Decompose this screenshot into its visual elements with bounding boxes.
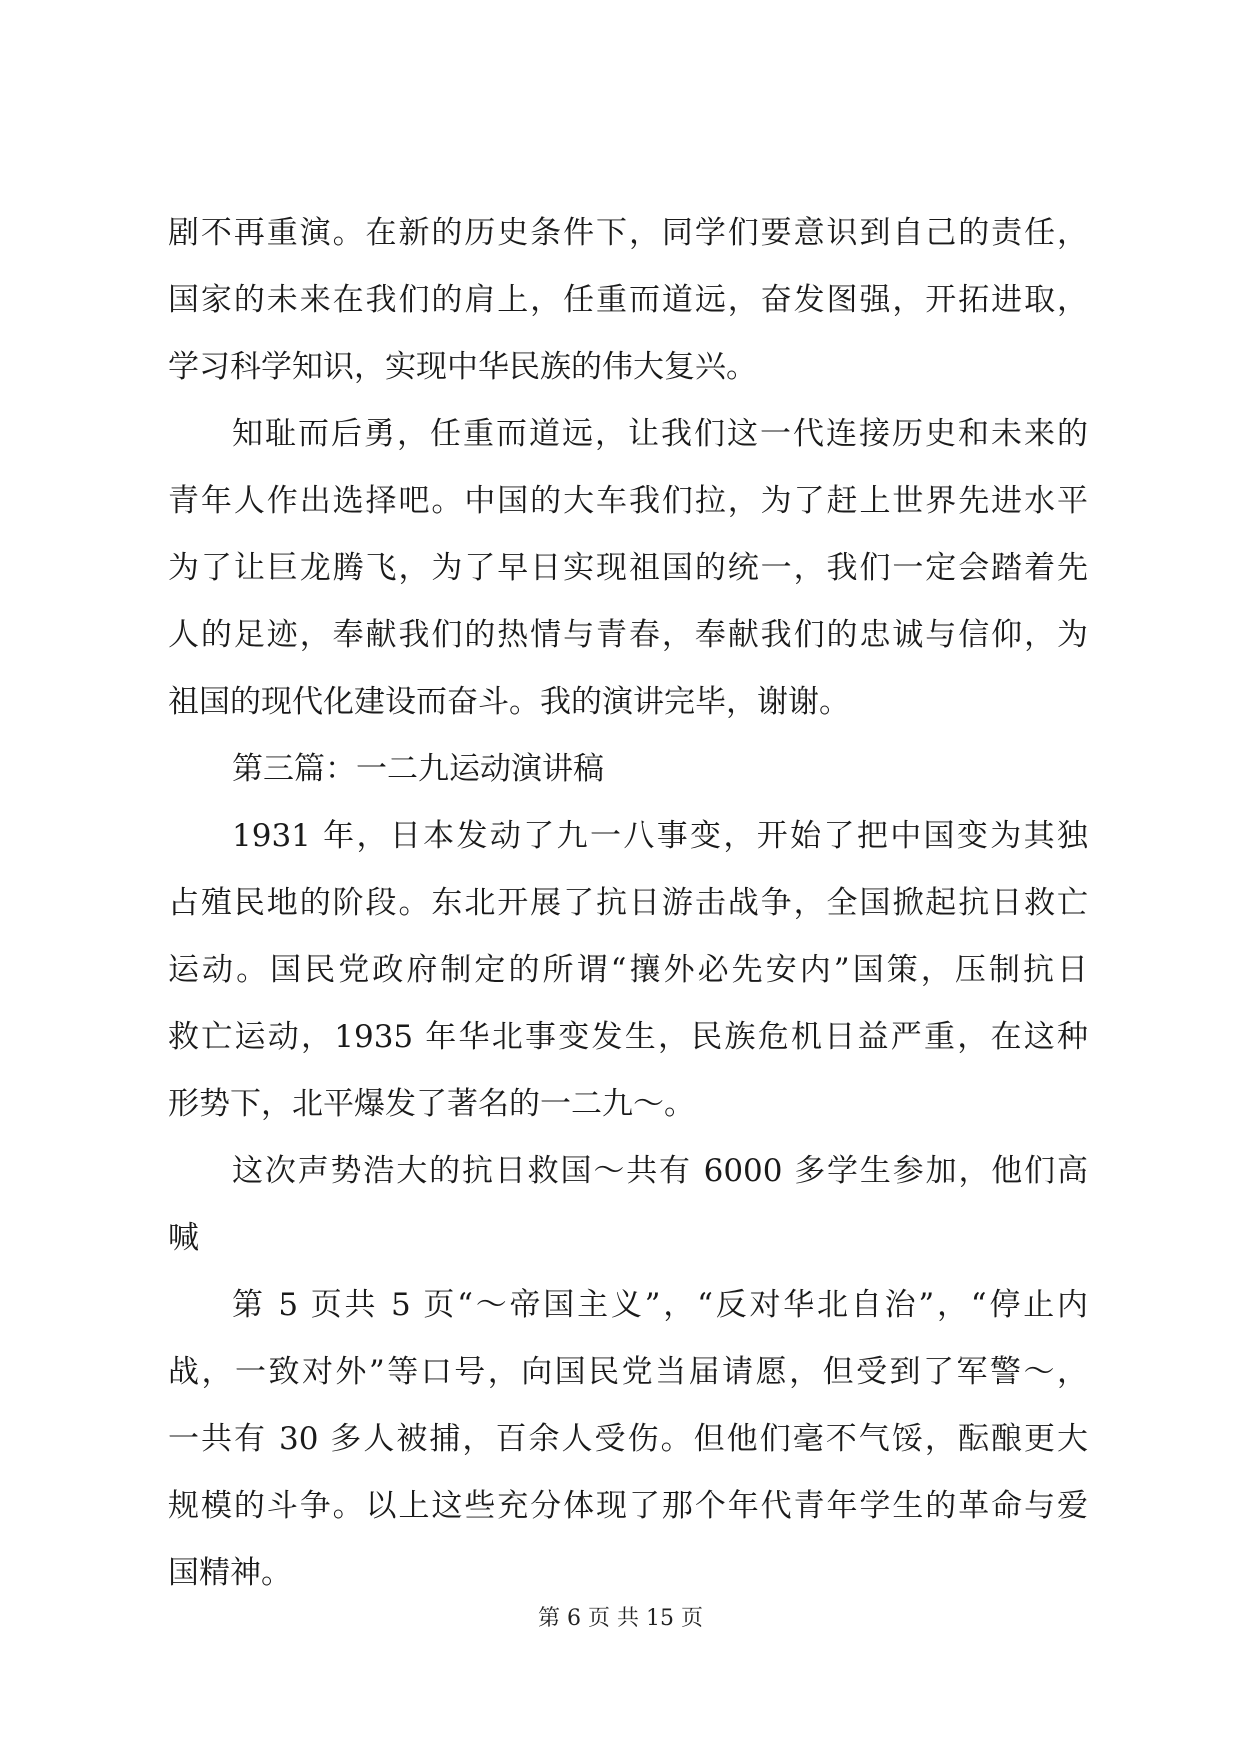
text-line: 国家的未来在我们的肩上，任重而道远，奋发图强，开拓进取， [168,282,1088,318]
text-line: 国精神。 [168,1555,292,1591]
text-line: 喊 [168,1220,199,1256]
text-line: 占殖民地的阶段。东北开展了抗日游击战争，全国掀起抗日救亡 [168,885,1088,921]
page-number-footer: 第 6 页 共 15 页 [538,1606,703,1631]
text-line: 1931 年，日本发动了九一八事变，开始了把中国变为其独 [232,818,1088,854]
text-line: 剧不再重演。在新的历史条件下，同学们要意识到自己的责任， [168,215,1088,251]
text-line: 知耻而后勇，任重而道远，让我们这一代连接历史和未来的 [232,416,1088,452]
text-line: 人的足迹，奉献我们的热情与青春，奉献我们的忠诚与信仰，为 [168,617,1088,653]
text-line: 青年人作出选择吧。中国的大车我们拉，为了赶上世界先进水平 [168,483,1088,519]
body-text [168,200,1088,1607]
section-heading: 第三篇：一二九运动演讲稿 [232,751,604,787]
text-line: 救亡运动，1935 年华北事变发生，民族危机日益严重，在这种 [168,1019,1088,1055]
text-line: 一共有 30 多人被捕，百余人受伤。但他们毫不气馁，酝酿更大 [168,1421,1088,1457]
text-line: 规模的斗争。以上这些充分体现了那个年代青年学生的革命与爱 [168,1488,1088,1524]
text-line: 祖国的现代化建设而奋斗。我的演讲完毕，谢谢。 [168,684,850,720]
text-line: 这次声势浩大的抗日救国～共有 6000 多学生参加，他们高 [232,1153,1088,1189]
text-line: 形势下，北平爆发了著名的一二九～。 [168,1086,695,1122]
text-line: 运动。国民党政府制定的所谓“攘外必先安内”国策，压制抗日 [168,952,1088,988]
text-line: 战，一致对外”等口号，向国民党当届请愿，但受到了军警～， [168,1354,1088,1390]
text-line: 学习科学知识，实现中华民族的伟大复兴。 [168,349,757,385]
text-line: 第 5 页共 5 页“～帝国主义”，“反对华北自治”，“停止内 [232,1287,1088,1323]
text-line: 为了让巨龙腾飞，为了早日实现祖国的统一，我们一定会踏着先 [168,550,1088,586]
